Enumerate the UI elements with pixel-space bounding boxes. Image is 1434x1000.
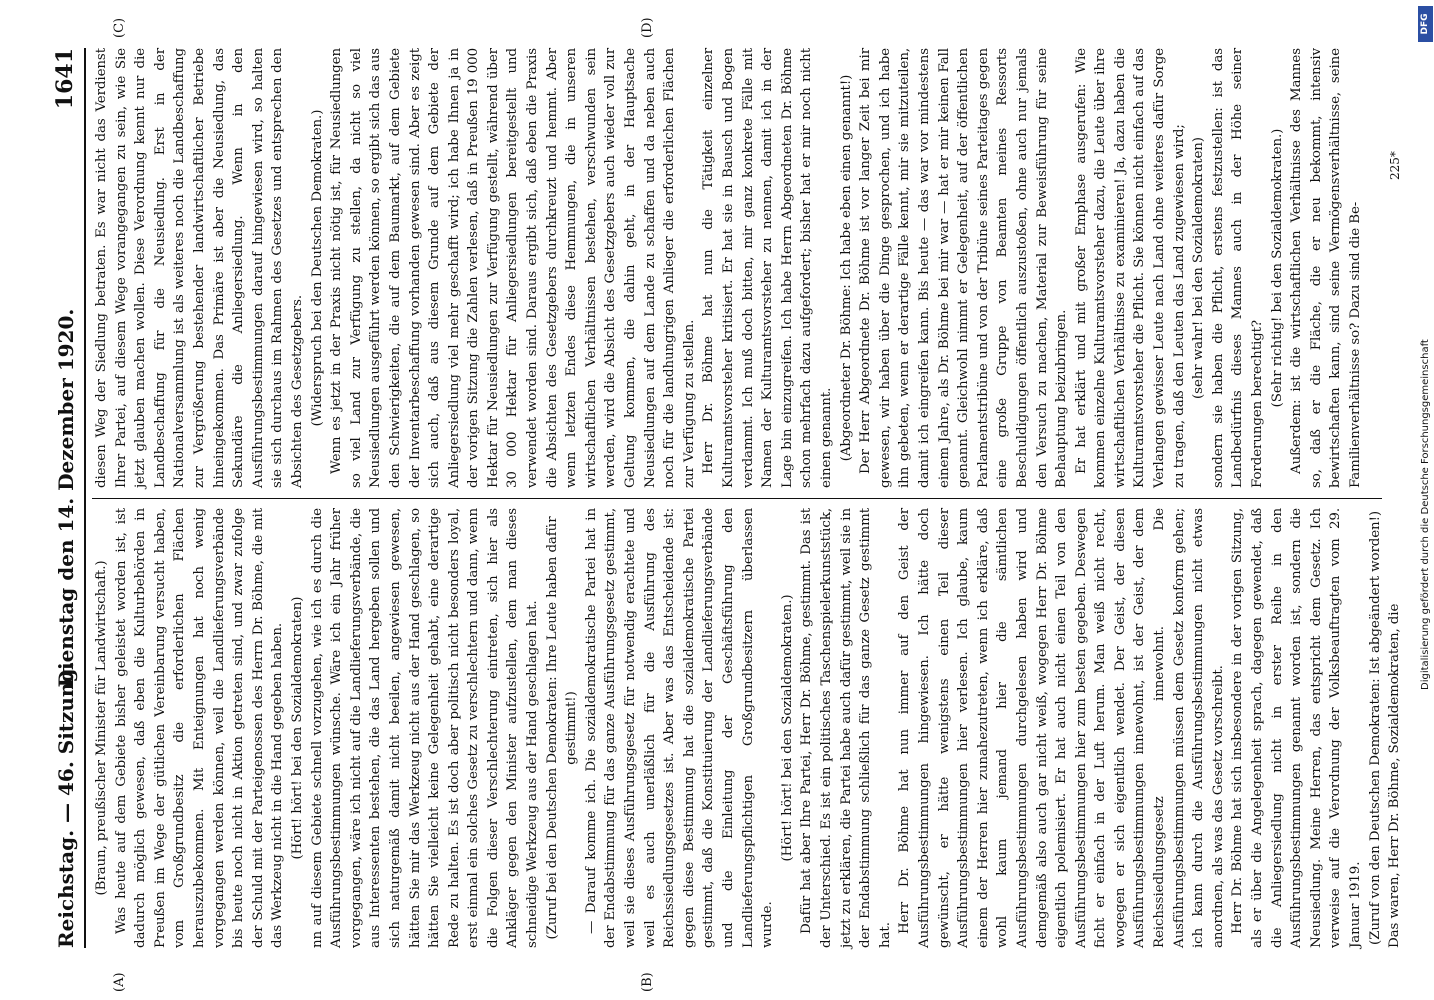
paragraph: Das waren, Herr Dr. Böhme, Sozialdemokraten, die [1387, 603, 1403, 948]
page-number: 1641 [52, 48, 78, 110]
paragraph: Herr Dr. Böhme hat sich insbesondere in der vorigen Sitzung, als er über die Angelegenheit sprach, dagegen gewendet, daß die Anliegersiedlung nicht in erster Reihe in den Ausführungsbestimmungen genannt worden ist, sondern die Neusiedlung. Meine Herren, das entspricht dem Gesetz. Ich verweise auf die Verordnung der Volksbeauftragten vom 29. Januar 1919. [1230, 508, 1363, 948]
paragraph: Außerdem: ist die wirtschaftlichen Verhältnisse des Mannes so, daß er die Fläche, die er neu bekommt, intensiv bewirtschaften kann, sind seine Vermögensverhältnisse, seine Familienverhältnisse so? Dazu sind die Be- [1289, 48, 1363, 488]
interjection: (Abgeordneter Dr. Böhme: Ich habe eben einen genannt!) [838, 74, 854, 462]
left-column [92, 508, 1403, 948]
paragraph: — Darauf komme ich. Die sozialdemokratische Partei hat in der Endabstimmung für das ganze Ausführungsgesetz gestimmt, weil sie dieses Ausführungsgesetz für notwendig erachtete und weil es auch unerläßlich für die Ausführung des Reichssiedlungsgesetzes ist. Aber was das Entscheidende ist: gegen diese Bestimmung hat die sozialdemokratische Partei gestimmt, daß die Konstituierung der Landlieferungsverbände und die Einleitung der Geschäftsführung den Landlieferungspflichtigen Großgrundbesitzern überlassen wurde. [583, 508, 776, 948]
paragraph: Herr Dr. Böhme hat nun immer auf den Geist der Ausführungsbestimmungen hingewiesen. Ich hätte doch gewünscht, er hätte wenigstens einen Teil dieser Ausführungsbestimmungen hier verlesen. Ich glaube, kaum einem der Herren hier zunahezutreten, wenn ich erkläre, daß wohl kaum jemand hier die sämtlichen Ausführungsbestimmungen durchgelesen haben wird und demgemäß also auch gar nicht weiß, wogegen Herr Dr. Böhme eigentlich polemisiert. Er hat auch nicht einen Teil von den Ausführungsbestimmungen hier zum besten gegeben. Deswegen ficht er einfach in der Luft herum. Man weiß nicht recht, wogegen er sich eigentlich wendet. Der Geist, der diesen Ausführungsbestimmungen innewohnt, ist der Geist, der dem Reichssiedlungsgesetz innewohnt. Die Ausführungsbestimmungen müssen dem Gesetz konform gehen; ich kann durch die Ausführungsbestimmungen nicht etwas anordnen, als was das Gesetz vorschreibt. [897, 508, 1226, 948]
column-divider [92, 498, 1382, 499]
digitization-sidebar [1417, 0, 1434, 1000]
margin-marker-d: (D) [640, 17, 655, 38]
right-column [92, 48, 1382, 488]
paragraph: Was heute auf dem Gebiete bisher geleistet worden ist, ist dadurch möglich gewesen, daß eben die Kulturbehörden in Preußen im Wege der gütlichen Vereinbarung versucht haben, vom Großgrundbesitz die erforderlichen Flächen herauszubekommen. Mit Enteignungen hat noch wenig vorgegangen werden können, weil die Landlieferungsverbände bis heute noch nicht in Aktion getreten sind, und zwar zufolge der Schuld mit der Parteigenossen des Herrn Dr. Böhme, die mit das Werkzeug nicht in die Hand gegeben haben. [113, 508, 286, 948]
signature-mark: 225* [1388, 151, 1402, 180]
paragraph: diesen Weg der Siedlung betraten. Es war nicht das Verdienst Ihrer Partei, auf diesem Wege vorangegangen zu sein, wie Sie jetzt glauben machen wollen. Diese Verordnung kennt nur die Landbeschaffung für die Neusiedlung. Erst in der Nationalversammlung ist als weiteres noch die Landbeschaffung zur Vergrößerung bestehender landwirtschaftlicher Betriebe hineingekommen. Das Primäre ist aber die Neusiedlung, das Sekundäre die Anliegersiedlung. Wenn in den Ausführungsbestimmungen darauf hingewiesen wird, so halten sie sich durchaus im Rahmen des Gesetzes und entsprechen den Absichten des Gesetzgebers. [94, 48, 305, 488]
interjection: (sehr wahr! bei den Sozialdemokraten) [1191, 137, 1207, 399]
paragraph: Der Herr Abgeordnete Dr. Böhme ist vor langer Zeit bei mir gewesen, wir haben über die Dinge gesprochen, und ich habe ihn gebeten, wenn er derartige Fälle kennt, mir sie mitzuteilen, damit ich eingreifen kann. Bis heute — das war vor mindestens einem Jahre, als Dr. Böhme bei mir war — hat er mir keinen Fall genannt. Gleichwohl nimmt er Gelegenheit, auf der öffentlichen Parlamentstribüne und von der Tribüne seines Parteitages gegen eine große Gruppe von Beamten meines Ressorts Beschuldigungen öffentlich auszustoßen, ohne auch nur jemals den Versuch zu machen, Material zur Beweisführung für seine Behauptung beizubringen. [858, 48, 1070, 488]
dfg-logo: DFG [1418, 6, 1433, 42]
paragraph: Herr Dr. Böhme hat nun die Tätigkeit einzelner Kulturamtsvorsteher kritisiert. Er hat sie in Bausch und Bogen verdammt. Ich muß doch bitten, mir ganz konkrete Fälle mit Namen der Kulturamtsvorsteher zu nennen, damit ich in der Lage bin einzugreifen. Ich habe Herrn Abgeordneten Dr. Böhme schon mehrfach dazu aufgefordert; bisher hat er mir noch nicht einen genannt. [701, 48, 834, 488]
interjection: (Hört! hört! bei den Sozialdemokraten.) [779, 594, 795, 862]
interjection: (Zuruf von den Deutschen Demokraten: Ist abgeändert worden!) [1367, 511, 1383, 946]
paragraph: (Braun, preußischer Minister für Landwirtschaft.) [94, 560, 109, 896]
margin-marker-a: (A) [112, 972, 127, 992]
paragraph: Wenn es jetzt in der Praxis nicht nötig ist, für Neusiedlungen so viel Land zur Verfügung zu stellen, da nicht so viel Neusiedlungen ausgeführt werden können, so ergibt sich das aus den Schwierigkeiten, die auf dem Baumarkt, auf dem Gebiete der Inventarbeschaffung vorhanden gewesen sind. Aber es zeigt sich auch, daß aus diesem Grunde auf dem Gebiete der Anliegersiedlung viel mehr geschafft wird; ich habe Ihnen ja in der vorigen Sitzung die Zahlen verlesen, daß in Preußen 19 000 Hektar für Neusiedlungen zur Verfügung gestellt, während über 30 000 Hektar für Anliegersiedlungen bereitgestellt und verwendet worden sind. Daraus ergibt sich, daß eben die Praxis die Absichten des Gesetzgebers durchkreuzt und hemmt. Aber wenn letzten Endes diese Hemmungen, die in unseren wirtschaftlichen Verhältnissen bestehen, verschwunden sein werden, wird die Absicht des Gesetzgebers auch wieder voll zur Geltung kommen, die dahin geht, in der Hauptsache Neusiedlungen auf dem Lande zu schaffen und da neben auch noch für die landhungrigen Anlieger die erforderlichen Flächen zur Verfügung zu stellen. [329, 48, 697, 488]
digitization-credit: Digitalisierung gefördert durch die Deutsche Forschungsgemeinschaft [1420, 339, 1431, 690]
margin-marker-c: (C) [112, 17, 127, 38]
interjection: (Sehr richtig! bei den Sozialdemokraten.) [1269, 128, 1285, 408]
interjection: (Hört! hört! bei den Sozialdemokraten) [289, 596, 305, 860]
interjection: (Zuruf bei den Deutschen Demokraten: Ihre Leute haben dafür gestimmt!) [544, 516, 580, 940]
margin-marker-b: (B) [640, 972, 655, 992]
page-header [48, 48, 86, 948]
interjection: (Widerspruch bei den Deutschen Demokraten.) [309, 109, 325, 427]
paragraph: sondern sie haben die Pflicht, erstens festzustellen: ist das Landbedürfnis dieses Mannes auch in der Höhe seiner Forderungen berechtigt? [1210, 48, 1266, 488]
paragraph: nn auf diesem Gebiete schnell vorzugehen, wie ich es durch die Ausführungsbestimmungen wünsche. Wäre ich ein Jahr früher vorgegangen, wäre ich nicht auf die Landlieferungsverbände, die aus Interessenten bestehen, die das Land hergeben sollen und sich naturgemäß damit nicht beeilen, angewiesen gewesen, hätten Sie mir das Werkzeug nicht aus der Hand geschlagen, so hätten Sie vielleicht keine Gelegenheit gehabt, eine derartige Rede zu halten. Es ist doch aber politisch nicht besonders loyal, erst einmal ein solches Gesetz zu verschlechtern und dann, wenn die Folgen dieser Verschlechterung eintreten, sich hier als Ankläger gegen den Minister aufzustellen, dem man dieses schneidige Werkzeug aus der Hand geschlagen hat. [309, 508, 541, 948]
header-center: Dienstag den 14. Dezember 1920. [54, 308, 78, 688]
header-left: Reichstag. — 46. Sitzung. [54, 661, 78, 948]
paragraph: Dafür hat aber Ihre Partei, Herr Dr. Böhme, gestimmt. Das ist der Unterschied. Es ist ein politisches Taschenspielerkunststück, jetzt zu erklären, die Partei habe auch dafür gestimmt, weil sie in der Endabstimmung schließlich für das ganze Gesetz gestimmt hat. [799, 508, 893, 948]
paragraph: Er hat erklärt und mit großer Emphase ausgerufen: Wie kommen einzelne Kulturamtsvorsteher dazu, die Leute über ihre wirtschaftlichen Verhältnisse zu examinieren! Ja, dazu haben die Kulturamtsvorsteher die Pflicht. Sie können nicht einfach auf das Verlangen gewisser Leute nach Land ohne weiteres dafür Sorge zu tragen, daß den Leuten das Land zugewiesen wird; [1073, 48, 1187, 488]
